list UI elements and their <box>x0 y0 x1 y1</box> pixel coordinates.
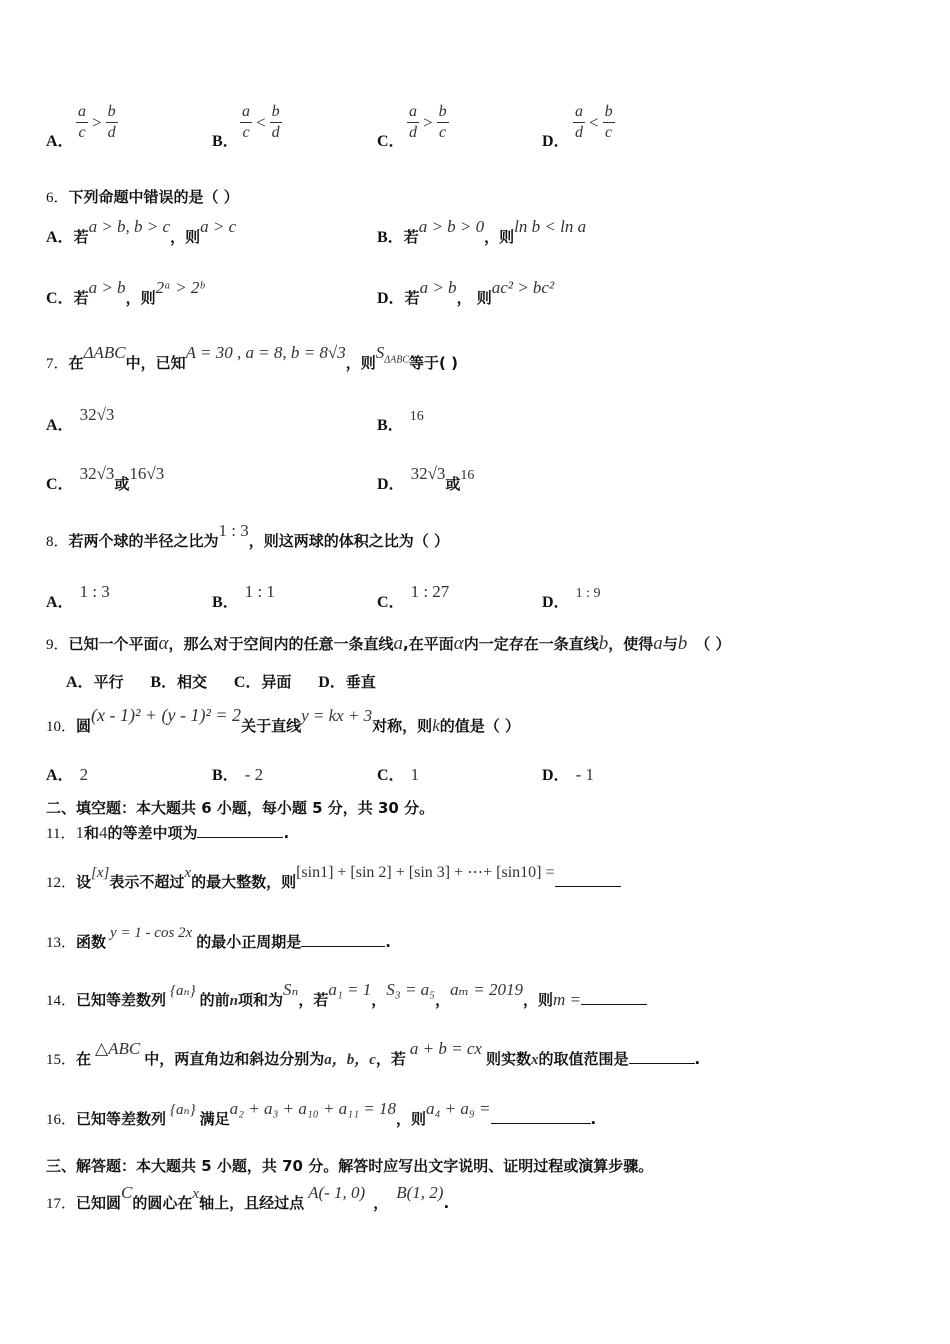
numerator: b <box>603 102 615 123</box>
answer-blank[interactable] <box>629 1049 695 1064</box>
text: 的值是（ ） <box>439 717 520 735</box>
q6-option-b <box>377 217 587 247</box>
math-alpha: α <box>158 633 169 654</box>
option-label: C． <box>233 674 262 691</box>
text: 若 <box>73 228 89 246</box>
numerator: b <box>437 102 449 123</box>
text: 满足 <box>199 1110 230 1128</box>
option-text: 垂直 <box>345 673 376 691</box>
text: 圆 <box>76 717 92 735</box>
q5-option-d-expr <box>573 102 615 143</box>
text: 或 <box>114 475 130 493</box>
math-floor: [x] <box>91 865 110 881</box>
area-subscript: ΔABC <box>384 354 409 366</box>
text: 等于( ) <box>409 354 458 372</box>
option-label: D． <box>542 594 570 611</box>
option-value: 1 <box>410 765 420 784</box>
answer-blank[interactable] <box>581 990 647 1005</box>
q8-option-a <box>46 582 110 612</box>
text: 或 <box>445 475 461 493</box>
math-ratio: 1 : 3 <box>218 521 249 540</box>
numerator: b <box>106 102 118 123</box>
text: （ ） <box>695 635 731 653</box>
text: 在 <box>68 354 84 372</box>
math-a: a <box>393 633 404 654</box>
math-expression: a₄ + a₉ = <box>426 1099 491 1118</box>
text: 已知等差数列 <box>76 1110 167 1128</box>
q7-option-c <box>46 464 165 494</box>
math-number: 1 <box>75 823 84 842</box>
section-2-title: 二、填空题：本大题共 6 小题，每小题 5 分，共 30 分。 <box>46 799 435 817</box>
q13 <box>46 925 391 952</box>
text: ，则 <box>170 228 201 246</box>
option-value: 2 <box>79 765 89 784</box>
option-label: A． <box>46 767 74 784</box>
math-x: x <box>192 1186 200 1202</box>
text: ，则 <box>395 1110 426 1128</box>
q10-stem <box>46 705 520 736</box>
section-3-title: 三、解答题：本大题共 5 小题，共 70 分。解答时应写出文字说明、证明过程或演算步骤。 <box>46 1157 654 1175</box>
question-number: 15． <box>46 1052 77 1068</box>
math-point-b: B(1, 2) <box>396 1183 444 1202</box>
math-number: 4 <box>98 823 108 842</box>
math-condition-3: aₘ = 2019 <box>450 980 524 999</box>
question-text: 下列命题中错误的是（ ） <box>68 188 239 206</box>
math-condition: a > b <box>88 278 126 297</box>
text: 中，已知 <box>125 354 186 372</box>
text: . <box>385 933 391 951</box>
text: 已知一个平面 <box>68 635 159 653</box>
denominator: d <box>575 124 583 141</box>
text: 关于直线 <box>241 717 302 735</box>
option-value: 1 : 1 <box>244 582 275 601</box>
text: 项和为 <box>237 991 283 1009</box>
q5-option-d-label: D． <box>542 133 570 150</box>
q10-option-d <box>542 762 594 785</box>
math-k: k <box>432 716 440 735</box>
option-value: 32√3 <box>79 405 115 424</box>
q9-options <box>66 669 376 692</box>
denominator: d <box>271 124 280 141</box>
text: 则实数 <box>485 1050 531 1068</box>
option-value: 16 <box>409 409 424 424</box>
text: 与 <box>662 635 678 653</box>
q17 <box>46 1183 450 1213</box>
math-a: a <box>653 633 663 654</box>
option-text: 平行 <box>93 673 124 691</box>
q6-option-d <box>377 278 555 308</box>
option-label: A． <box>66 674 94 691</box>
relation: > <box>92 112 102 132</box>
math-condition: a > b, b > c <box>88 217 171 236</box>
option-label: C． <box>377 767 405 784</box>
question-number: 17． <box>46 1196 77 1212</box>
text: . <box>694 1050 701 1068</box>
text: 已知圆 <box>76 1194 122 1212</box>
math-line-equation: y = kx + 3 <box>301 706 373 725</box>
question-number: 10． <box>46 719 77 735</box>
q8-option-d <box>542 586 601 612</box>
math-triangle: △ABC <box>95 1039 141 1058</box>
text: 已知等差数列 <box>76 991 167 1009</box>
text: 若 <box>73 289 89 307</box>
question-number: 7． <box>46 356 69 372</box>
answer-blank[interactable] <box>491 1109 591 1124</box>
option-value-1: 32√3 <box>410 464 446 483</box>
math-m: m = <box>553 990 582 1009</box>
q11 <box>46 822 289 843</box>
text: . <box>590 1110 597 1128</box>
q5-option-c-label: C． <box>377 133 405 150</box>
denominator: d <box>409 124 417 141</box>
option-label: A． <box>46 229 74 246</box>
math-result: 2ᵃ > 2ᵇ <box>155 278 204 297</box>
text: ， 则 <box>456 289 492 307</box>
q8-stem <box>46 521 449 551</box>
text: 和 <box>83 824 99 842</box>
q8-option-b <box>212 582 275 612</box>
math-c: C <box>121 1183 133 1202</box>
option-value: - 1 <box>575 765 594 784</box>
text: 在 <box>76 1050 92 1068</box>
math-alpha: α <box>453 633 464 654</box>
denominator: c <box>439 124 447 141</box>
text: ，若 <box>298 991 329 1009</box>
q5-option-c-expr <box>407 102 449 143</box>
q9-stem <box>46 633 731 655</box>
text: 的圆心在 <box>132 1194 193 1212</box>
text: ，若 <box>375 1050 406 1068</box>
math-triangle: ΔABC <box>83 343 126 362</box>
q7-option-d <box>377 464 475 494</box>
math-result: a > c <box>200 217 237 236</box>
relation: > <box>423 112 433 132</box>
text: 若 <box>404 289 420 307</box>
math-point-a: A(- 1, 0) <box>308 1183 366 1202</box>
q6-option-c <box>46 278 204 308</box>
math-condition-2: S₃ = a₅ <box>386 980 436 999</box>
question-number: 12． <box>46 875 77 891</box>
denominator: c <box>605 124 613 141</box>
q10-option-b <box>212 762 263 785</box>
question-number: 14． <box>46 993 77 1009</box>
text: 若两个球的半径之比为 <box>68 532 219 550</box>
option-label: B． <box>377 229 404 246</box>
q5-option-a-label: A． <box>46 133 74 150</box>
option-value-2: 16 <box>460 468 475 483</box>
math-given: A = 30 , a = 8, b = 8√3 <box>185 343 346 362</box>
math-condition: a₂ + a₃ + a₁₀ + a₁₁ = 18 <box>229 1099 396 1118</box>
q6-stem <box>46 186 239 207</box>
math-sequence: {aₙ} <box>170 1102 196 1118</box>
numerator: b <box>270 102 282 123</box>
math-sn: Sₙ <box>282 980 299 999</box>
text: 的最大整数，则 <box>191 873 297 891</box>
text: 表示不超过 <box>109 873 185 891</box>
math-condition-1: a₁ = 1 <box>328 980 372 999</box>
text: ，则 <box>125 289 156 307</box>
text: 的前 <box>199 991 230 1009</box>
math-function: y = 1 - cos 2x <box>110 925 193 941</box>
option-value: 1 : 9 <box>575 586 601 601</box>
option-text: 相交 <box>177 673 208 691</box>
option-label: D． <box>318 674 346 691</box>
option-value-2: 16√3 <box>129 464 165 483</box>
relation: < <box>256 112 266 132</box>
q7-stem <box>46 343 458 375</box>
text: ，则 <box>345 354 376 372</box>
text: ， <box>373 1194 389 1212</box>
numerator: a <box>240 102 252 123</box>
math-sides: a，b，c <box>324 1052 376 1068</box>
text: 设 <box>76 873 92 891</box>
text: 内一定存在一条直线 <box>463 635 599 653</box>
q7-option-b <box>377 409 424 435</box>
math-x: x <box>184 865 192 881</box>
option-label: B． <box>212 767 239 784</box>
q7-option-a <box>46 405 115 435</box>
math-sequence: {aₙ} <box>170 983 196 999</box>
answer-blank[interactable] <box>555 872 621 887</box>
option-value: 1 : 27 <box>410 582 450 601</box>
text: . <box>443 1194 450 1212</box>
option-text: 异面 <box>261 673 292 691</box>
q5-option-b-label: B． <box>212 133 239 150</box>
text: ，则 <box>484 228 515 246</box>
text: ，则这两球的体积之比为（ ） <box>248 532 449 550</box>
denominator: c <box>242 124 250 141</box>
option-label: A． <box>46 594 74 611</box>
text: ，则 <box>523 991 554 1009</box>
math-condition: a > b > 0 <box>418 217 485 236</box>
question-number: 8． <box>46 534 69 550</box>
option-label: B． <box>377 417 404 434</box>
option-label: D． <box>377 290 405 307</box>
numerator: a <box>76 102 88 123</box>
question-number: 11． <box>46 826 76 842</box>
q6-option-a <box>46 217 237 247</box>
math-result: ln b < ln a <box>514 217 587 236</box>
denominator: c <box>78 124 86 141</box>
option-value-1: 32√3 <box>79 464 115 483</box>
option-label: D． <box>377 476 405 493</box>
q16 <box>46 1099 597 1129</box>
text: 轴上，且经过点 <box>199 1194 305 1212</box>
text: 的最小正周期是 <box>196 933 302 951</box>
q10-option-c <box>377 762 419 785</box>
math-circle-equation: (x - 1)² + (y - 1)² = 2 <box>91 705 242 725</box>
q5-option-a-expr <box>76 102 118 143</box>
relation: < <box>589 112 599 132</box>
option-label: C． <box>46 476 74 493</box>
text: 的等差中项为 <box>107 824 198 842</box>
numerator: a <box>407 102 419 123</box>
math-n: n <box>229 993 238 1009</box>
q12 <box>46 864 621 892</box>
option-label: C． <box>377 594 405 611</box>
math-b: b <box>598 633 609 654</box>
math-b: b <box>677 633 688 654</box>
option-label: A． <box>46 417 74 434</box>
question-number: 9． <box>46 637 69 653</box>
text: . <box>283 824 290 842</box>
math-condition: a + b = cx <box>409 1039 482 1058</box>
q15 <box>46 1039 701 1069</box>
q5-option-b-expr <box>240 102 282 143</box>
text: 函数 <box>76 933 107 951</box>
option-label: C． <box>46 290 74 307</box>
text: 对称，则 <box>372 717 433 735</box>
option-label: B． <box>212 594 239 611</box>
q8-option-c <box>377 582 450 612</box>
question-number: 16． <box>46 1112 77 1128</box>
math-area <box>375 343 409 366</box>
q10-option-a <box>46 762 88 785</box>
option-value: - 2 <box>244 765 264 784</box>
area-symbol: S <box>375 343 385 362</box>
q14: 14．已知等差数列 {aₙ} 的前n项和为Sₙ，若a₁ = 1，S₃ = a₅，aₘ = 2019，则m = <box>46 989 647 1010</box>
answer-blank[interactable] <box>301 932 385 947</box>
text: ，那么对于空间内的任意一条直线 <box>168 635 394 653</box>
answer-blank[interactable] <box>197 823 283 838</box>
option-value: 1 : 3 <box>79 582 110 601</box>
text: 的取值范围是 <box>538 1050 629 1068</box>
math-result: ac² > bc² <box>491 278 555 297</box>
math-x: x <box>530 1052 539 1068</box>
question-number: 13． <box>46 935 77 951</box>
text: ,在平面 <box>403 635 454 653</box>
option-label: D． <box>542 767 570 784</box>
numerator: a <box>573 102 585 123</box>
option-label: B． <box>150 674 178 691</box>
question-number: 6． <box>46 190 69 206</box>
math-sum: [sin1] + [sin 2] + [sin 3] + ⋯+ [sin10] = <box>296 864 555 881</box>
text: 中，两直角边和斜边分别为 <box>144 1050 325 1068</box>
text: 若 <box>403 228 419 246</box>
denominator: d <box>107 124 116 141</box>
text: ，使得 <box>608 635 654 653</box>
math-condition: a > b <box>419 278 457 297</box>
